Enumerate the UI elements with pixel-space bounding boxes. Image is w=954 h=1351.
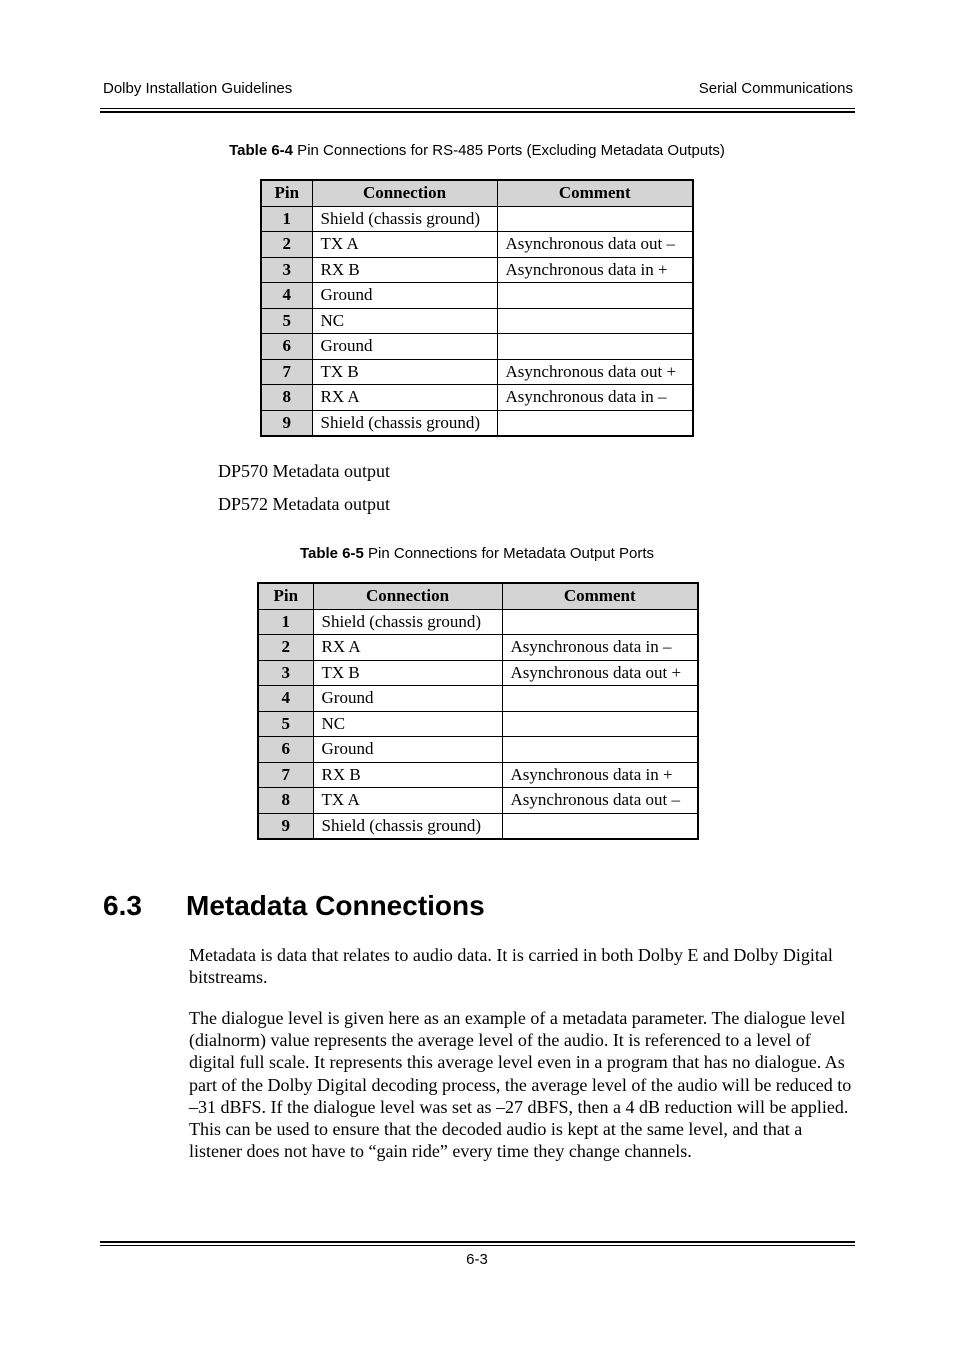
connection-cell: NC [313,711,502,737]
table-row [261,334,693,360]
connection-cell: Ground [313,737,502,763]
pin-cell: 6 [261,334,312,360]
table-row [258,762,698,788]
column-header-comment: Comment [497,180,693,206]
column-header-pin: Pin [261,180,312,206]
header-right-title: Serial Communications [698,80,853,97]
connection-cell: RX A [313,635,502,661]
table-row [258,660,698,686]
comment-cell: Asynchronous data out + [497,359,693,385]
pin-cell: 4 [258,686,313,712]
pin-cell: 9 [261,410,312,436]
comment-cell [502,737,698,763]
connection-cell: Ground [312,283,497,309]
table-row [261,410,693,436]
table-row [261,257,693,283]
pin-cell: 9 [258,813,313,839]
table-row [261,283,693,309]
pin-cell: 1 [261,206,312,232]
comment-cell: Asynchronous data in – [497,385,693,411]
comment-cell [502,813,698,839]
table-row [258,711,698,737]
table-6-5-caption [0,545,954,562]
connection-cell: RX B [312,257,497,283]
column-header-comment: Comment [502,583,698,609]
connection-cell: RX A [312,385,497,411]
connection-cell: Ground [312,334,497,360]
comment-cell [497,334,693,360]
table-6-4-caption [0,142,954,159]
table-row [258,737,698,763]
connection-cell: Shield (chassis ground) [312,206,497,232]
caption-label: Table 6-4 [229,142,294,159]
comment-cell [497,308,693,334]
connection-cell: Shield (chassis ground) [312,410,497,436]
connection-cell: RX B [313,762,502,788]
table-6-5 [257,582,699,840]
pin-cell: 1 [258,609,313,635]
comment-cell: Asynchronous data out + [502,660,698,686]
pin-cell: 5 [258,711,313,737]
connection-cell: Ground [313,686,502,712]
pin-cell: 5 [261,308,312,334]
comment-cell: Asynchronous data out – [497,232,693,258]
connection-cell: TX A [313,788,502,814]
table-6-4 [260,179,694,437]
column-header-connection: Connection [313,583,502,609]
connection-cell: Shield (chassis ground) [313,609,502,635]
dp572-label: DP572 Metadata output [218,494,390,514]
pin-cell: 3 [258,660,313,686]
paragraph-2: The dialogue level is given here as an example of a metadata parameter. The dialogue level (dialnorm) value represents the average level of the audio. It is referenced to a level of digital full scale. It represents this average level even in a program that has no dialogue. As part of the Dolby Digital decoding process, the average level of the audio will be reduced to –31 dBFS. If the dialogue level was set as –27 dBFS, then a 4 dB reduction will be applied. This can be used to ensure that the decoded audio is kept at the same level, and that a listener does not have to “gain ride” every time they change channels. [189,1008,852,1162]
comment-cell: Asynchronous data in – [502,635,698,661]
header-left-title: Dolby Installation Guidelines [103,80,293,97]
pin-cell: 4 [261,283,312,309]
table-row [261,206,693,232]
column-header-connection: Connection [312,180,497,206]
table-row [258,609,698,635]
caption-text: Pin Connections for RS-485 Ports (Excluding Metadata Outputs) [293,142,725,159]
column-header-pin: Pin [258,583,313,609]
paragraph-1: Metadata is data that relates to audio data. It is carried in both Dolby E and Dolby Digital bitstreams. [189,945,833,988]
table-row [261,359,693,385]
section-title: Metadata Connections [186,890,485,921]
caption-text: Pin Connections for Metadata Output Ports [363,545,655,562]
table-row [261,232,693,258]
connection-cell: TX B [312,359,497,385]
pin-cell: 8 [258,788,313,814]
pin-cell: 7 [258,762,313,788]
table-row [261,385,693,411]
pin-cell: 3 [261,257,312,283]
comment-cell [497,410,693,436]
comment-cell [497,206,693,232]
pin-cell: 2 [258,635,313,661]
pin-cell: 2 [261,232,312,258]
comment-cell [497,283,693,309]
pin-cell: 8 [261,385,312,411]
table-row [258,635,698,661]
comment-cell [502,609,698,635]
table-row [258,686,698,712]
section-number: 6.3 [103,890,142,921]
section-heading [103,890,485,922]
pin-cell: 7 [261,359,312,385]
connection-cell: TX B [313,660,502,686]
comment-cell: Asynchronous data in + [497,257,693,283]
table-row [258,813,698,839]
dp570-label: DP570 Metadata output [218,461,390,481]
comment-cell: Asynchronous data out – [502,788,698,814]
footer-rule [100,1241,855,1246]
comment-cell: Asynchronous data in + [502,762,698,788]
connection-cell: TX A [312,232,497,258]
table-row [261,308,693,334]
comment-cell [502,711,698,737]
caption-label: Table 6-5 [299,545,364,562]
pin-cell: 6 [258,737,313,763]
header-rule [100,108,855,113]
connection-cell: NC [312,308,497,334]
comment-cell [502,686,698,712]
connection-cell: Shield (chassis ground) [313,813,502,839]
table-row [258,788,698,814]
page-number: 6-3 [466,1251,488,1268]
